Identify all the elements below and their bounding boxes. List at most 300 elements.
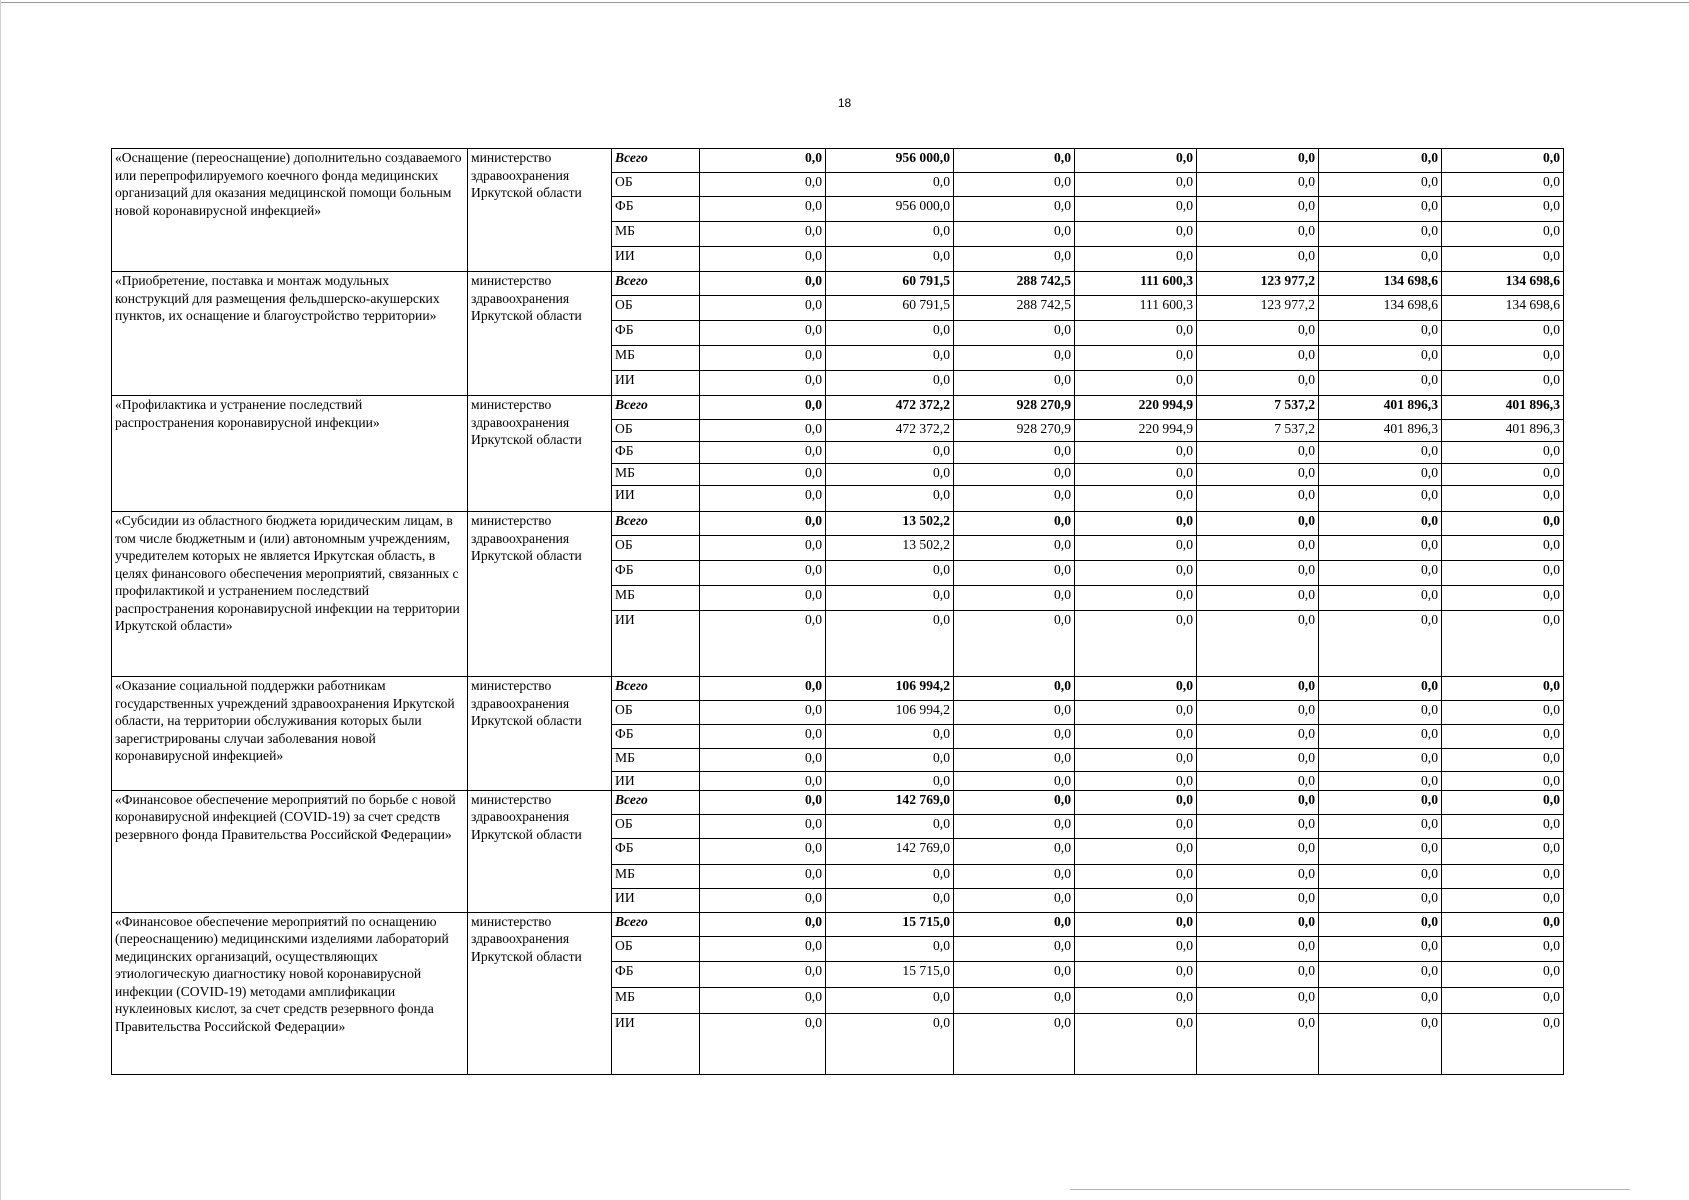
responsible-org: министерство здравоохранения Иркутской области [468,512,612,677]
value-cell: 0,0 [1197,486,1319,512]
value-cell: 111 600,3 [1075,272,1197,296]
value-cell: 0,0 [826,749,954,772]
value-cell: 134 698,6 [1442,296,1564,321]
value-cell: 0,0 [954,701,1075,725]
activity-name: «Оказание социальной поддержки работникам государственных учреждений здравоохранения Иркутской области, на территории обслуживания которых были зарегистрированы случаи заболевания новой коронавирусной инфекцией» [112,677,468,791]
value-cell: 0,0 [700,725,826,749]
value-cell: 0,0 [700,371,826,396]
value-cell: 0,0 [1075,247,1197,272]
value-cell: 0,0 [1075,701,1197,725]
funding-source: ОБ [612,296,700,321]
value-cell: 401 896,3 [1442,420,1564,442]
value-cell: 928 270,9 [954,420,1075,442]
value-cell: 0,0 [1442,888,1564,912]
value-cell: 0,0 [1319,512,1442,536]
value-cell: 0,0 [1319,749,1442,772]
value-cell: 0,0 [700,772,826,791]
value-cell: 0,0 [1075,838,1197,864]
value-cell: 0,0 [1075,912,1197,936]
table-row-total [112,912,1564,936]
value-cell: 0,0 [1319,464,1442,486]
value-cell: 0,0 [700,512,826,536]
value-cell: 0,0 [1442,912,1564,936]
value-cell: 0,0 [1075,222,1197,247]
value-cell: 0,0 [954,772,1075,791]
value-cell: 0,0 [700,677,826,701]
value-cell: 0,0 [954,611,1075,677]
value-cell: 0,0 [954,677,1075,701]
funding-source: ИИ [612,486,700,512]
value-cell: 0,0 [826,586,954,611]
value-cell: 0,0 [1075,725,1197,749]
value-cell: 0,0 [1197,677,1319,701]
funding-source: Всего [612,149,700,173]
budget-table [111,148,1564,1075]
funding-source: МБ [612,987,700,1013]
value-cell: 0,0 [1442,814,1564,838]
value-cell: 0,0 [1197,442,1319,464]
value-cell: 0,0 [1319,677,1442,701]
responsible-org: министерство здравоохранения Иркутской области [468,149,612,272]
value-cell: 106 994,2 [826,701,954,725]
value-cell: 0,0 [1197,936,1319,961]
activity-name: «Финансовое обеспечение мероприятий по оснащению (переоснащению) медицинскими изделиями лабораторий медицинских организаций, осуществляющих этиологическую диагностику новой коронавирусной инфекции (COVID-19) методами амплификации нуклеиновых кислот, за счет средств резервного фонда Правительства Российской Федерации» [112,912,468,1074]
funding-source: МБ [612,346,700,371]
value-cell: 0,0 [700,838,826,864]
value-cell: 0,0 [1442,149,1564,173]
value-cell: 0,0 [1197,346,1319,371]
value-cell: 0,0 [1442,512,1564,536]
value-cell: 0,0 [1075,814,1197,838]
responsible-org: министерство здравоохранения Иркутской области [468,396,612,512]
table-body [112,149,1564,1075]
value-cell: 15 715,0 [826,912,954,936]
value-cell: 0,0 [826,1013,954,1074]
value-cell: 123 977,2 [1197,296,1319,321]
value-cell: 0,0 [1075,772,1197,791]
value-cell: 0,0 [1197,247,1319,272]
value-cell: 0,0 [826,611,954,677]
value-cell: 0,0 [1075,677,1197,701]
value-cell: 106 994,2 [826,677,954,701]
funding-source: ОБ [612,173,700,197]
value-cell: 0,0 [1197,371,1319,396]
funding-source: МБ [612,222,700,247]
value-cell: 0,0 [826,247,954,272]
value-cell: 0,0 [700,536,826,561]
funding-source: ФБ [612,725,700,749]
funding-source: Всего [612,677,700,701]
table-row-total [112,396,1564,420]
value-cell: 0,0 [700,936,826,961]
value-cell: 0,0 [826,987,954,1013]
value-cell: 13 502,2 [826,536,954,561]
value-cell: 134 698,6 [1319,272,1442,296]
value-cell: 0,0 [954,725,1075,749]
value-cell: 0,0 [1442,936,1564,961]
value-cell: 0,0 [1319,888,1442,912]
funding-source: ОБ [612,701,700,725]
value-cell: 0,0 [1442,961,1564,987]
funding-source: Всего [612,396,700,420]
value-cell: 0,0 [826,173,954,197]
value-cell: 0,0 [1075,197,1197,222]
value-cell: 0,0 [1319,790,1442,814]
value-cell: 0,0 [1197,464,1319,486]
value-cell: 0,0 [700,814,826,838]
value-cell: 0,0 [1075,987,1197,1013]
table-row-total [112,677,1564,701]
value-cell: 401 896,3 [1319,396,1442,420]
value-cell: 0,0 [700,864,826,888]
value-cell: 0,0 [826,442,954,464]
value-cell: 0,0 [826,321,954,346]
value-cell: 0,0 [1319,371,1442,396]
table-row-total [112,149,1564,173]
value-cell: 0,0 [1197,749,1319,772]
value-cell: 0,0 [1442,1013,1564,1074]
value-cell: 0,0 [1442,371,1564,396]
value-cell: 0,0 [1442,464,1564,486]
value-cell: 0,0 [826,814,954,838]
funding-source: ИИ [612,371,700,396]
responsible-org: министерство здравоохранения Иркутской области [468,272,612,396]
value-cell: 0,0 [700,149,826,173]
value-cell: 0,0 [1197,611,1319,677]
value-cell: 0,0 [700,888,826,912]
value-cell: 15 715,0 [826,961,954,987]
funding-source: МБ [612,864,700,888]
value-cell: 0,0 [1197,838,1319,864]
value-cell: 60 791,5 [826,296,954,321]
value-cell: 0,0 [1442,561,1564,586]
funding-source: ОБ [612,936,700,961]
value-cell: 0,0 [954,961,1075,987]
value-cell: 0,0 [700,247,826,272]
value-cell: 0,0 [1319,961,1442,987]
value-cell: 0,0 [1197,725,1319,749]
responsible-org: министерство здравоохранения Иркутской области [468,677,612,791]
value-cell: 0,0 [1442,173,1564,197]
value-cell: 0,0 [954,749,1075,772]
value-cell: 0,0 [1197,586,1319,611]
value-cell: 401 896,3 [1442,396,1564,420]
value-cell: 0,0 [1442,701,1564,725]
value-cell: 0,0 [954,222,1075,247]
activity-name: «Профилактика и устранение последствий распространения коронавирусной инфекции» [112,396,468,512]
value-cell: 0,0 [1319,725,1442,749]
value-cell: 0,0 [1319,1013,1442,1074]
value-cell: 0,0 [700,912,826,936]
value-cell: 0,0 [1319,173,1442,197]
value-cell: 0,0 [1197,772,1319,791]
value-cell: 0,0 [1442,486,1564,512]
value-cell: 0,0 [826,936,954,961]
funding-source: ФБ [612,442,700,464]
value-cell: 0,0 [1319,197,1442,222]
funding-source: Всего [612,790,700,814]
value-cell: 0,0 [1197,536,1319,561]
value-cell: 0,0 [1319,611,1442,677]
value-cell: 0,0 [700,442,826,464]
value-cell: 0,0 [1075,611,1197,677]
value-cell: 7 537,2 [1197,396,1319,420]
table-row-total [112,512,1564,536]
value-cell: 0,0 [1197,512,1319,536]
value-cell: 0,0 [1319,936,1442,961]
value-cell: 111 600,3 [1075,296,1197,321]
value-cell: 0,0 [1075,749,1197,772]
value-cell: 0,0 [700,561,826,586]
value-cell: 0,0 [1442,586,1564,611]
value-cell: 0,0 [826,864,954,888]
value-cell: 0,0 [1197,790,1319,814]
value-cell: 0,0 [1075,149,1197,173]
value-cell: 0,0 [1197,321,1319,346]
value-cell: 956 000,0 [826,197,954,222]
value-cell: 928 270,9 [954,396,1075,420]
value-cell: 134 698,6 [1442,272,1564,296]
value-cell: 0,0 [954,987,1075,1013]
value-cell: 0,0 [700,173,826,197]
funding-source: Всего [612,912,700,936]
value-cell: 0,0 [1319,701,1442,725]
value-cell: 0,0 [700,987,826,1013]
value-cell: 0,0 [700,321,826,346]
value-cell: 0,0 [954,838,1075,864]
value-cell: 0,0 [700,272,826,296]
value-cell: 0,0 [954,464,1075,486]
value-cell: 0,0 [1319,561,1442,586]
funding-source: ФБ [612,321,700,346]
value-cell: 0,0 [1075,464,1197,486]
value-cell: 0,0 [954,586,1075,611]
value-cell: 0,0 [1197,149,1319,173]
value-cell: 0,0 [1319,912,1442,936]
value-cell: 0,0 [700,346,826,371]
value-cell: 0,0 [1197,912,1319,936]
value-cell: 220 994,9 [1075,420,1197,442]
value-cell: 0,0 [826,346,954,371]
value-cell: 0,0 [1319,814,1442,838]
activity-name: «Финансовое обеспечение мероприятий по борьбе с новой коронавирусной инфекцией (COVID-19) за счет средств резервного фонда Правительства Российской Федерации» [112,790,468,912]
value-cell: 0,0 [826,486,954,512]
value-cell: 142 769,0 [826,790,954,814]
value-cell: 134 698,6 [1319,296,1442,321]
activity-name: «Субсидии из областного бюджета юридическим лицам, в том числе бюджетным и (или) автономным учреждениям, учредителем которых не является Иркутская область, в целях финансового обеспечения мероприятий, связанных с профилактикой и устранением последствий распространения коронавирусной инфекции на территории Иркутской области» [112,512,468,677]
value-cell: 0,0 [1319,247,1442,272]
value-cell: 142 769,0 [826,838,954,864]
value-cell: 0,0 [1075,173,1197,197]
value-cell: 0,0 [954,1013,1075,1074]
value-cell: 0,0 [826,371,954,396]
value-cell: 0,0 [954,888,1075,912]
value-cell: 0,0 [1197,701,1319,725]
value-cell: 0,0 [700,420,826,442]
activity-name: «Оснащение (переоснащение) дополнительно создаваемого или перепрофилируемого коечного фонда медицинских организаций для оказания медицинской помощи больным новой коронавирусной инфекцией» [112,149,468,272]
value-cell: 0,0 [1197,173,1319,197]
value-cell: 0,0 [954,912,1075,936]
value-cell: 0,0 [1075,936,1197,961]
value-cell: 0,0 [1075,486,1197,512]
value-cell: 0,0 [700,611,826,677]
value-cell: 0,0 [1442,197,1564,222]
funding-source: ОБ [612,536,700,561]
value-cell: 0,0 [700,222,826,247]
value-cell: 0,0 [1319,987,1442,1013]
value-cell: 0,0 [1075,561,1197,586]
value-cell: 0,0 [954,536,1075,561]
value-cell: 60 791,5 [826,272,954,296]
page-number: 18 [837,96,852,110]
value-cell: 0,0 [1075,442,1197,464]
value-cell: 0,0 [1442,987,1564,1013]
value-cell: 0,0 [1075,1013,1197,1074]
funding-source: ФБ [612,961,700,987]
value-cell: 7 537,2 [1197,420,1319,442]
value-cell: 0,0 [1319,321,1442,346]
value-cell: 0,0 [1197,222,1319,247]
value-cell: 0,0 [954,790,1075,814]
value-cell: 0,0 [700,749,826,772]
value-cell: 0,0 [954,561,1075,586]
value-cell: 0,0 [954,346,1075,371]
value-cell: 0,0 [700,961,826,987]
value-cell: 0,0 [954,173,1075,197]
value-cell: 0,0 [826,464,954,486]
value-cell: 0,0 [1442,790,1564,814]
value-cell: 0,0 [1075,961,1197,987]
funding-source: ФБ [612,197,700,222]
funding-source: ИИ [612,772,700,791]
value-cell: 0,0 [826,888,954,912]
value-cell: 288 742,5 [954,272,1075,296]
responsible-org: министерство здравоохранения Иркутской области [468,790,612,912]
value-cell: 0,0 [954,371,1075,396]
value-cell: 472 372,2 [826,420,954,442]
value-cell: 0,0 [700,396,826,420]
value-cell: 0,0 [954,197,1075,222]
value-cell: 0,0 [1319,536,1442,561]
value-cell: 956 000,0 [826,149,954,173]
value-cell: 0,0 [1442,321,1564,346]
value-cell: 0,0 [1197,197,1319,222]
value-cell: 0,0 [700,586,826,611]
funding-source: ОБ [612,420,700,442]
funding-source: Всего [612,272,700,296]
value-cell: 0,0 [1319,486,1442,512]
value-cell: 123 977,2 [1197,272,1319,296]
value-cell: 0,0 [1197,888,1319,912]
value-cell: 0,0 [1197,814,1319,838]
value-cell: 0,0 [1319,222,1442,247]
value-cell: 0,0 [1075,790,1197,814]
value-cell: 0,0 [1442,838,1564,864]
value-cell: 0,0 [826,222,954,247]
value-cell: 0,0 [1442,864,1564,888]
value-cell: 0,0 [954,814,1075,838]
value-cell: 0,0 [1442,677,1564,701]
value-cell: 0,0 [1442,749,1564,772]
value-cell: 0,0 [1075,536,1197,561]
value-cell: 0,0 [700,464,826,486]
value-cell: 0,0 [1319,772,1442,791]
funding-source: ИИ [612,247,700,272]
value-cell: 0,0 [1442,611,1564,677]
table-row-total [112,790,1564,814]
value-cell: 0,0 [1197,961,1319,987]
value-cell: 0,0 [954,321,1075,346]
value-cell: 0,0 [954,247,1075,272]
value-cell: 0,0 [826,725,954,749]
funding-source: ФБ [612,561,700,586]
value-cell: 0,0 [954,512,1075,536]
value-cell: 0,0 [1075,586,1197,611]
value-cell: 0,0 [826,772,954,791]
value-cell: 13 502,2 [826,512,954,536]
value-cell: 0,0 [1075,321,1197,346]
value-cell: 0,0 [1442,772,1564,791]
funding-source: ОБ [612,814,700,838]
value-cell: 0,0 [700,296,826,321]
value-cell: 0,0 [1319,442,1442,464]
value-cell: 0,0 [1319,149,1442,173]
value-cell: 0,0 [1197,987,1319,1013]
funding-source: ИИ [612,611,700,677]
value-cell: 0,0 [1442,442,1564,464]
value-cell: 0,0 [954,149,1075,173]
value-cell: 0,0 [954,486,1075,512]
funding-source: МБ [612,586,700,611]
value-cell: 0,0 [1075,371,1197,396]
value-cell: 0,0 [1442,247,1564,272]
value-cell: 0,0 [1075,512,1197,536]
value-cell: 0,0 [1319,346,1442,371]
value-cell: 0,0 [1442,725,1564,749]
value-cell: 0,0 [1075,864,1197,888]
value-cell: 472 372,2 [826,396,954,420]
funding-source: МБ [612,464,700,486]
value-cell: 0,0 [1197,561,1319,586]
value-cell: 0,0 [954,864,1075,888]
value-cell: 0,0 [1319,864,1442,888]
funding-source: Всего [612,512,700,536]
activity-name: «Приобретение, поставка и монтаж модульных конструкций для размещения фельдшерско-акушерских пунктов, их оснащение и благоустройство территории» [112,272,468,396]
value-cell: 0,0 [1442,222,1564,247]
value-cell: 0,0 [1197,864,1319,888]
table-row-total [112,272,1564,296]
value-cell: 0,0 [700,701,826,725]
value-cell: 0,0 [700,1013,826,1074]
funding-source: ИИ [612,1013,700,1074]
value-cell: 288 742,5 [954,296,1075,321]
value-cell: 0,0 [700,486,826,512]
value-cell: 0,0 [1075,888,1197,912]
value-cell: 0,0 [954,936,1075,961]
funding-source: МБ [612,749,700,772]
value-cell: 0,0 [954,442,1075,464]
value-cell: 220 994,9 [1075,396,1197,420]
value-cell: 0,0 [1075,346,1197,371]
value-cell: 0,0 [700,197,826,222]
value-cell: 0,0 [1442,346,1564,371]
value-cell: 401 896,3 [1319,420,1442,442]
funding-source: ФБ [612,838,700,864]
value-cell: 0,0 [1319,586,1442,611]
funding-source: ИИ [612,888,700,912]
value-cell: 0,0 [1197,1013,1319,1074]
value-cell: 0,0 [826,561,954,586]
